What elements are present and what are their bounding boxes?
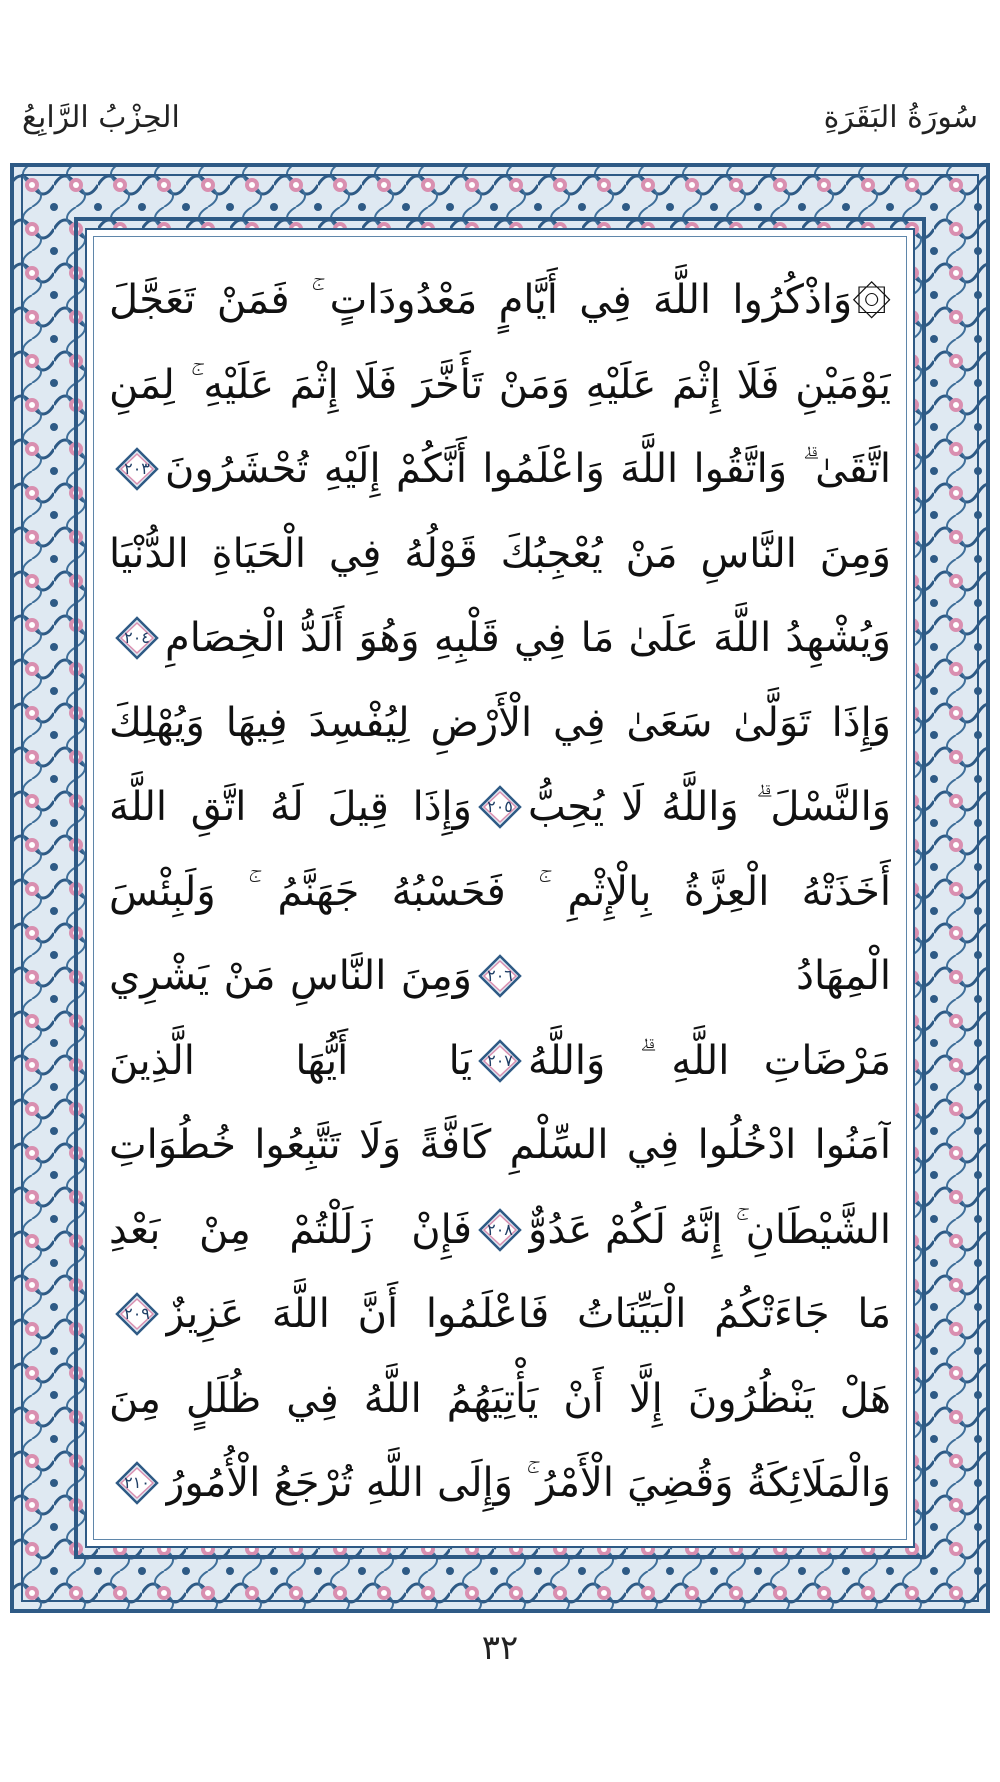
verse-text: الشَّيْطَانِ ۚ إِنَّهُ لَكُمْ عَدُوٌّ bbox=[528, 1206, 891, 1253]
verse-text: ۞وَاذْكُرُوا اللَّهَ فِي أَيَّامٍ مَعْدُودَاتٍ ۚ فَمَنْ تَعَجَّلَ bbox=[109, 277, 891, 323]
ayah-number: ٢٠٤ bbox=[124, 628, 150, 648]
ayah-number: ٢٠٥ bbox=[487, 797, 513, 817]
verse-line bbox=[109, 427, 891, 512]
ayah-number: ٢٠٧ bbox=[487, 1050, 513, 1070]
ayah-number-marker bbox=[115, 1292, 159, 1336]
verse-text: يَوْمَيْنِ فَلَا إِثْمَ عَلَيْهِ وَمَنْ تَأَخَّرَ فَلَا إِثْمَ عَلَيْهِ ۚ لِمَنِ bbox=[109, 361, 891, 408]
verse-line bbox=[109, 765, 891, 850]
verse-line bbox=[109, 343, 891, 428]
ornamental-frame bbox=[10, 163, 990, 1613]
verse-line bbox=[109, 1019, 891, 1104]
page-header bbox=[22, 92, 978, 142]
ayah-number: ٢٠٩ bbox=[124, 1304, 150, 1324]
ayah-number-marker bbox=[478, 785, 522, 829]
verse-lines bbox=[109, 258, 891, 1526]
surah-title: سُورَةُ البَقَرَةِ bbox=[823, 99, 978, 135]
verse-line bbox=[109, 1441, 891, 1526]
verse-text: أَخَذَتْهُ الْعِزَّةُ بِالْإِثْمِ ۚ فَحَسْبُهُ جَهَنَّمُ ۚ وَلَبِئْسَ bbox=[109, 868, 891, 915]
verse-text: وَمِنَ النَّاسِ مَنْ يَشْرِي bbox=[109, 953, 472, 999]
ayah-number: ٢٠٨ bbox=[487, 1219, 513, 1239]
verse-line bbox=[109, 1357, 891, 1442]
verse-text: وَإِذَا تَوَلَّىٰ سَعَىٰ فِي الْأَرْضِ لِيُفْسِدَ فِيهَا وَيُهْلِكَ bbox=[109, 699, 891, 746]
verse-line bbox=[109, 850, 891, 935]
verse-text: اتَّقَىٰ ۗ وَاتَّقُوا اللَّهَ وَاعْلَمُوا أَنَّكُمْ إِلَيْهِ تُحْشَرُونَ bbox=[165, 446, 891, 492]
verse-text: مَرْضَاتِ اللَّهِ ۗ وَاللَّهُ bbox=[528, 1037, 891, 1084]
ayah-number: ٢٠٣ bbox=[124, 459, 150, 479]
verse-line bbox=[109, 1272, 891, 1357]
page-number: ٣٢ bbox=[481, 1628, 519, 1668]
text-panel bbox=[85, 228, 915, 1548]
ayah-number-marker bbox=[478, 954, 522, 998]
verse-text: يَا أَيُّهَا الَّذِينَ bbox=[109, 1037, 472, 1084]
ayah-number-marker bbox=[115, 616, 159, 660]
verse-text: وَإِذَا قِيلَ لَهُ اتَّقِ اللَّهَ bbox=[109, 784, 472, 830]
verse-text: وَيُشْهِدُ اللَّهَ عَلَىٰ مَا فِي قَلْبِهِ وَهُوَ أَلَدُّ الْخِصَامِ bbox=[165, 615, 891, 661]
verse-text: هَلْ يَنْظُرُونَ إِلَّا أَنْ يَأْتِيَهُمُ اللَّهُ فِي ظُلَلٍ مِنَ bbox=[109, 1375, 891, 1422]
ayah-number-marker bbox=[115, 447, 159, 491]
verse-line bbox=[109, 512, 891, 597]
verse-line bbox=[109, 1103, 891, 1188]
ayah-number-marker bbox=[115, 1461, 159, 1505]
ayah-number-marker bbox=[478, 1039, 522, 1083]
ayah-number: ٢٠٦ bbox=[487, 966, 513, 986]
verse-line bbox=[109, 596, 891, 681]
verse-text: فَإِنْ زَلَلْتُمْ مِنْ بَعْدِ bbox=[109, 1206, 472, 1253]
verse-line bbox=[109, 1188, 891, 1273]
verse-text: آمَنُوا ادْخُلُوا فِي السِّلْمِ كَافَّةً وَلَا تَتَّبِعُوا خُطُوَاتِ bbox=[109, 1122, 891, 1168]
verse-line bbox=[109, 258, 891, 343]
verse-text: وَمِنَ النَّاسِ مَنْ يُعْجِبُكَ قَوْلُهُ فِي الْحَيَاةِ الدُّنْيَا bbox=[109, 530, 891, 577]
hizb-title: الحِزْبُ الرَّابِعُ bbox=[22, 99, 180, 135]
verse-text: مَا جَاءَتْكُمُ الْبَيِّنَاتُ فَاعْلَمُوا أَنَّ اللَّهَ عَزِيزٌ bbox=[165, 1291, 891, 1337]
ayah-number: ٢١٠ bbox=[124, 1473, 150, 1493]
verse-line bbox=[109, 681, 891, 766]
verse-line bbox=[109, 934, 891, 1019]
verse-text: الْمِهَادُ bbox=[796, 953, 891, 999]
verse-text: وَالْمَلَائِكَةُ وَقُضِيَ الْأَمْرُ ۚ وَإِلَى اللَّهِ تُرْجَعُ الْأُمُورُ bbox=[165, 1460, 891, 1506]
ayah-number-marker bbox=[478, 1208, 522, 1252]
verse-text: وَالنَّسْلَ ۗ وَاللَّهُ لَا يُحِبُّ bbox=[528, 784, 891, 830]
